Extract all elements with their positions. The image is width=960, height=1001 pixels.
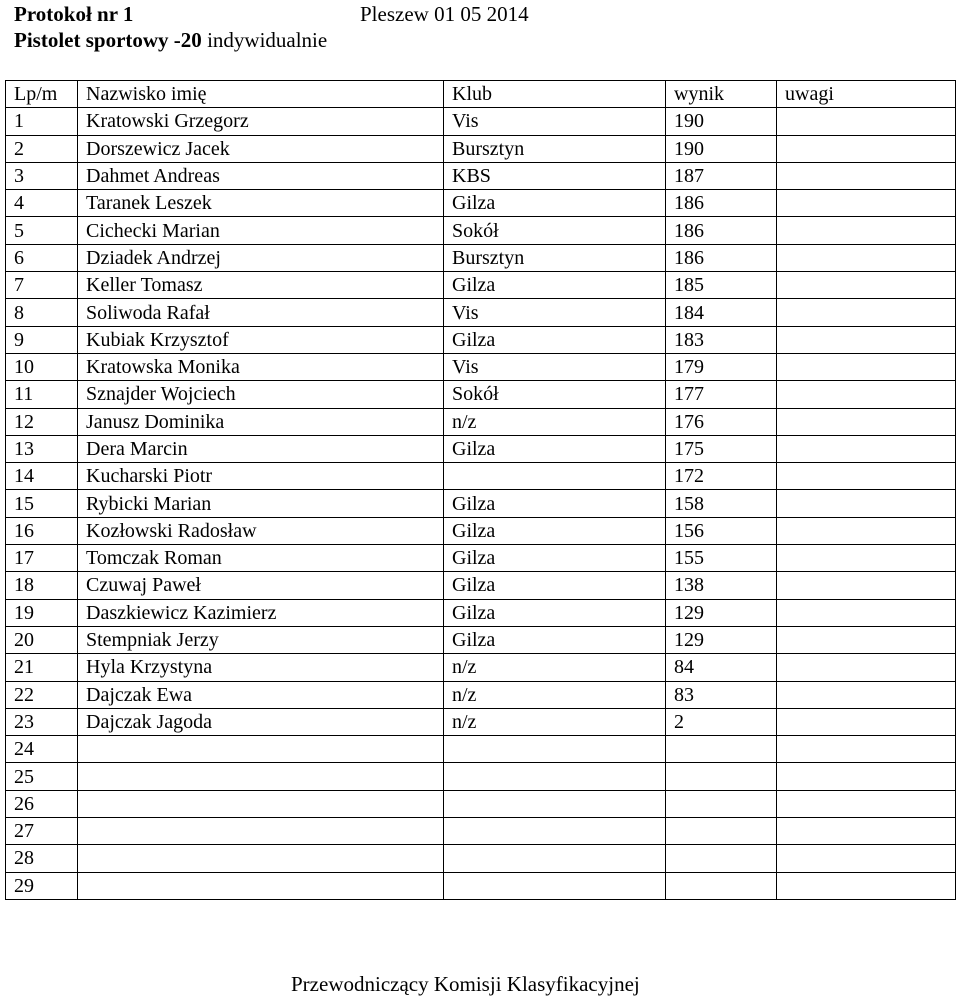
cell-name: Dziadek Andrzej [78, 244, 444, 271]
cell-club [444, 790, 666, 817]
cell-lp: 24 [6, 736, 78, 763]
cell-name: Dajczak Ewa [78, 681, 444, 708]
table-row [6, 353, 956, 380]
cell-lp: 18 [6, 572, 78, 599]
cell-lp: 15 [6, 490, 78, 517]
table-body [6, 108, 956, 900]
cell-club: Sokół [444, 381, 666, 408]
cell-score: 187 [666, 162, 777, 189]
cell-notes [777, 818, 956, 845]
col-header-club: Klub [444, 81, 666, 108]
table-row [6, 708, 956, 735]
cell-score: 183 [666, 326, 777, 353]
cell-club: Gilza [444, 435, 666, 462]
table-row [6, 845, 956, 872]
cell-notes [777, 217, 956, 244]
header-line-2 [14, 27, 327, 53]
cell-lp: 11 [6, 381, 78, 408]
cell-notes [777, 681, 956, 708]
cell-name: Dera Marcin [78, 435, 444, 462]
cell-lp: 22 [6, 681, 78, 708]
table-row [6, 435, 956, 462]
cell-lp: 14 [6, 463, 78, 490]
cell-name [78, 845, 444, 872]
cell-name: Kratowska Monika [78, 353, 444, 380]
cell-notes [777, 763, 956, 790]
cell-club [444, 845, 666, 872]
table-row [6, 654, 956, 681]
cell-lp: 20 [6, 626, 78, 653]
cell-notes [777, 736, 956, 763]
cell-club [444, 872, 666, 899]
cell-notes [777, 490, 956, 517]
results-table [5, 80, 956, 900]
cell-notes [777, 463, 956, 490]
cell-score [666, 845, 777, 872]
cell-lp: 7 [6, 272, 78, 299]
cell-notes [777, 326, 956, 353]
table-row [6, 681, 956, 708]
cell-notes [777, 708, 956, 735]
table-row [6, 790, 956, 817]
col-header-score: wynik [666, 81, 777, 108]
cell-score: 175 [666, 435, 777, 462]
cell-notes [777, 190, 956, 217]
cell-lp: 10 [6, 353, 78, 380]
cell-notes [777, 572, 956, 599]
table-row [6, 408, 956, 435]
cell-lp: 21 [6, 654, 78, 681]
table-row [6, 217, 956, 244]
cell-name: Hyla Krzystyna [78, 654, 444, 681]
table-row [6, 381, 956, 408]
cell-name: Cichecki Marian [78, 217, 444, 244]
cell-lp: 3 [6, 162, 78, 189]
cell-club [444, 763, 666, 790]
table-row [6, 736, 956, 763]
category-title: Pistolet sportowy -20 [14, 28, 202, 52]
cell-name: Kozłowski Radosław [78, 517, 444, 544]
cell-score: 186 [666, 190, 777, 217]
cell-name: Daszkiewicz Kazimierz [78, 599, 444, 626]
cell-lp: 2 [6, 135, 78, 162]
cell-name: Dahmet Andreas [78, 162, 444, 189]
cell-club: Bursztyn [444, 135, 666, 162]
cell-score: 155 [666, 545, 777, 572]
cell-notes [777, 626, 956, 653]
cell-name: Stempniak Jerzy [78, 626, 444, 653]
cell-club: Vis [444, 299, 666, 326]
cell-notes [777, 408, 956, 435]
cell-club: Bursztyn [444, 244, 666, 271]
place-date: Pleszew 01 05 2014 [360, 2, 529, 26]
protocol-title: Protokoł nr 1 [14, 2, 134, 26]
cell-notes [777, 272, 956, 299]
cell-club: Gilza [444, 545, 666, 572]
cell-club: Gilza [444, 572, 666, 599]
cell-name: Kubiak Krzysztof [78, 326, 444, 353]
table-row [6, 108, 956, 135]
cell-lp: 23 [6, 708, 78, 735]
cell-lp: 4 [6, 190, 78, 217]
cell-name: Sznajder Wojciech [78, 381, 444, 408]
cell-club: Gilza [444, 599, 666, 626]
cell-name [78, 872, 444, 899]
cell-club: n/z [444, 654, 666, 681]
cell-lp: 19 [6, 599, 78, 626]
cell-score: 129 [666, 626, 777, 653]
cell-club: Vis [444, 108, 666, 135]
cell-name: Tomczak Roman [78, 545, 444, 572]
cell-lp: 26 [6, 790, 78, 817]
cell-name [78, 763, 444, 790]
cell-lp: 1 [6, 108, 78, 135]
cell-notes [777, 517, 956, 544]
cell-score: 2 [666, 708, 777, 735]
cell-lp: 5 [6, 217, 78, 244]
cell-lp: 25 [6, 763, 78, 790]
cell-name [78, 818, 444, 845]
cell-club [444, 463, 666, 490]
cell-name: Dorszewicz Jacek [78, 135, 444, 162]
cell-name: Kratowski Grzegorz [78, 108, 444, 135]
cell-name: Dajczak Jagoda [78, 708, 444, 735]
cell-club: Gilza [444, 626, 666, 653]
col-header-lp: Lp/m [6, 81, 78, 108]
cell-lp: 27 [6, 818, 78, 845]
cell-club: Vis [444, 353, 666, 380]
table-row [6, 463, 956, 490]
cell-notes [777, 435, 956, 462]
cell-lp: 13 [6, 435, 78, 462]
cell-notes [777, 845, 956, 872]
table-row [6, 244, 956, 271]
table-row [6, 326, 956, 353]
cell-score: 190 [666, 135, 777, 162]
cell-notes [777, 872, 956, 899]
table-row [6, 490, 956, 517]
cell-score: 84 [666, 654, 777, 681]
cell-score [666, 872, 777, 899]
table-row [6, 626, 956, 653]
cell-score: 184 [666, 299, 777, 326]
category-type: indywidualnie [201, 28, 328, 52]
cell-score: 129 [666, 599, 777, 626]
cell-score: 176 [666, 408, 777, 435]
cell-club [444, 818, 666, 845]
cell-name [78, 790, 444, 817]
cell-lp: 6 [6, 244, 78, 271]
cell-notes [777, 299, 956, 326]
cell-score: 158 [666, 490, 777, 517]
table-row [6, 872, 956, 899]
cell-name: Czuwaj Paweł [78, 572, 444, 599]
cell-score: 186 [666, 244, 777, 271]
table-row [6, 299, 956, 326]
cell-score [666, 736, 777, 763]
signature-label: Przewodniczący Komisji Klasyfikacyjnej [291, 972, 640, 996]
table-row [6, 572, 956, 599]
cell-score: 138 [666, 572, 777, 599]
table-row [6, 162, 956, 189]
cell-name: Janusz Dominika [78, 408, 444, 435]
cell-lp: 12 [6, 408, 78, 435]
cell-club: Gilza [444, 272, 666, 299]
cell-lp: 17 [6, 545, 78, 572]
cell-name: Keller Tomasz [78, 272, 444, 299]
cell-score: 179 [666, 353, 777, 380]
cell-lp: 16 [6, 517, 78, 544]
cell-club: Gilza [444, 490, 666, 517]
cell-club: n/z [444, 408, 666, 435]
cell-club: Sokół [444, 217, 666, 244]
cell-lp: 28 [6, 845, 78, 872]
cell-score [666, 763, 777, 790]
cell-score [666, 790, 777, 817]
cell-club [444, 736, 666, 763]
cell-name: Taranek Leszek [78, 190, 444, 217]
cell-club: n/z [444, 708, 666, 735]
cell-notes [777, 244, 956, 271]
table-row [6, 818, 956, 845]
cell-notes [777, 599, 956, 626]
col-header-name: Nazwisko imię [78, 81, 444, 108]
cell-club: Gilza [444, 326, 666, 353]
col-header-notes: uwagi [777, 81, 956, 108]
cell-score: 190 [666, 108, 777, 135]
table-row [6, 545, 956, 572]
table-row [6, 272, 956, 299]
cell-notes [777, 381, 956, 408]
cell-name [78, 736, 444, 763]
cell-lp: 8 [6, 299, 78, 326]
table-row [6, 763, 956, 790]
cell-club: n/z [444, 681, 666, 708]
cell-score: 186 [666, 217, 777, 244]
cell-score: 177 [666, 381, 777, 408]
cell-name: Kucharski Piotr [78, 463, 444, 490]
cell-club: KBS [444, 162, 666, 189]
cell-notes [777, 790, 956, 817]
cell-notes [777, 135, 956, 162]
cell-club: Gilza [444, 190, 666, 217]
cell-name: Soliwoda Rafał [78, 299, 444, 326]
cell-notes [777, 108, 956, 135]
cell-notes [777, 545, 956, 572]
cell-score [666, 818, 777, 845]
cell-lp: 9 [6, 326, 78, 353]
cell-score: 83 [666, 681, 777, 708]
table-row [6, 517, 956, 544]
header-line-1 [14, 1, 529, 27]
table-row [6, 599, 956, 626]
cell-score: 185 [666, 272, 777, 299]
table-header-row [6, 81, 956, 108]
cell-club: Gilza [444, 517, 666, 544]
cell-name: Rybicki Marian [78, 490, 444, 517]
cell-notes [777, 162, 956, 189]
cell-score: 172 [666, 463, 777, 490]
table-row [6, 190, 956, 217]
table-row [6, 135, 956, 162]
cell-notes [777, 353, 956, 380]
cell-lp: 29 [6, 872, 78, 899]
cell-notes [777, 654, 956, 681]
cell-score: 156 [666, 517, 777, 544]
